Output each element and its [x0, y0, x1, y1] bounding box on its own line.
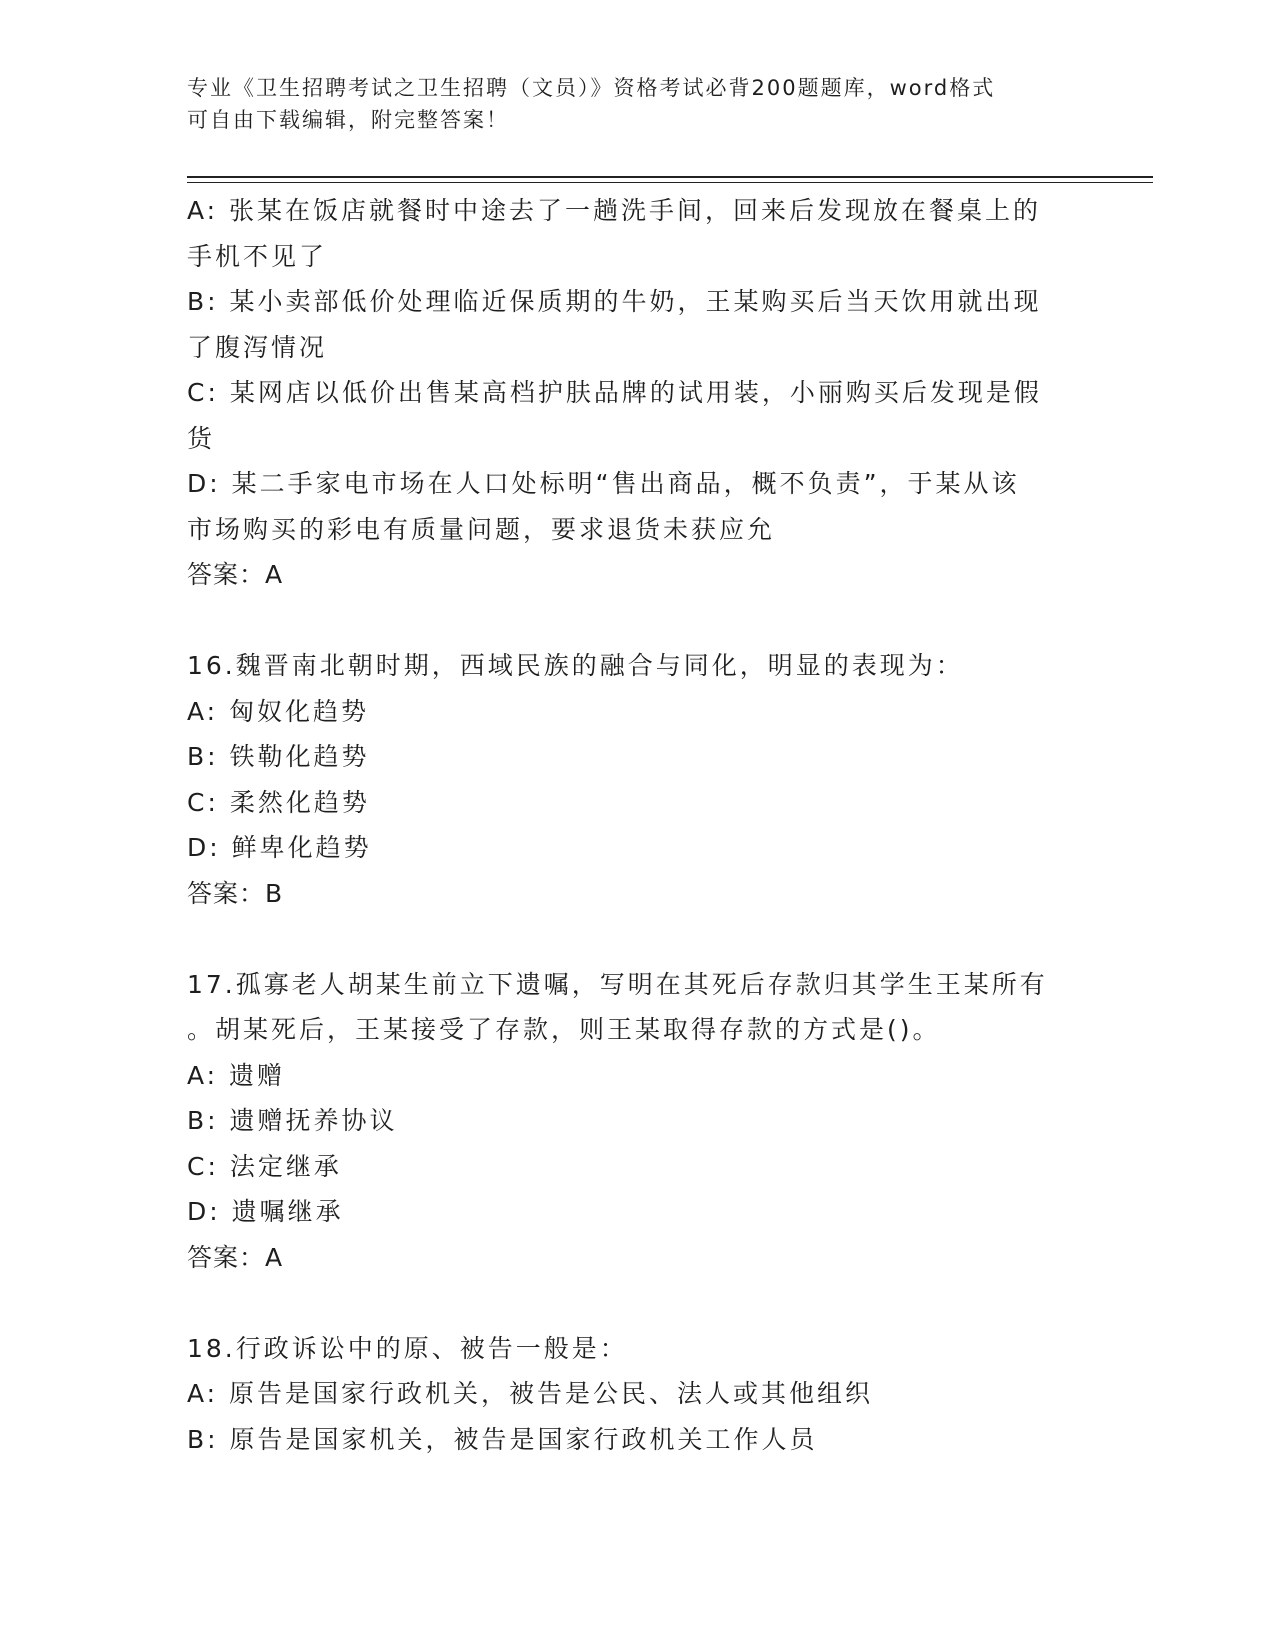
answer-line: 答案：A	[187, 560, 284, 589]
question-stem-line-2: 。胡某死后，王某接受了存款，则王某取得存款的方式是()。	[187, 1015, 941, 1044]
question-spacer	[187, 916, 1087, 962]
option-a-line-1: A: 张某在饭店就餐时中途去了一趟洗手间，回来后发现放在餐桌上的	[187, 196, 1042, 225]
option-c-line-1: C: 某网店以低价出售某高档护肤品牌的试用装，小丽购买后发现是假	[187, 378, 1042, 407]
option-c: C: 法定继承	[187, 1151, 342, 1181]
option-a-line-2: 手机不见了	[187, 241, 328, 271]
option-a: A: 原告是国家行政机关，被告是公民、法人或其他组织	[187, 1379, 874, 1408]
option-d: D: 遗嘱继承	[187, 1197, 344, 1226]
option-c-line-2: 货	[187, 423, 216, 453]
question-17	[187, 962, 1087, 1281]
header-title-line-1: 专业《卫生招聘考试之卫生招聘（文员）》资格考试必背200题题库，word格式	[187, 76, 996, 100]
header-title-line-2: 可自由下载编辑，附完整答案！	[187, 108, 509, 132]
page-header	[187, 72, 1067, 136]
question-stem: 16.魏晋南北朝时期，西域民族的融合与同化，明显的表现为：	[187, 651, 964, 680]
option-d-line-1: D: 某二手家电市场在人口处标明“售出商品，概不负责”，于某从该	[187, 469, 1020, 498]
question-spacer	[187, 598, 1087, 644]
option-b-line-1: B: 某小卖部低价处理临近保质期的牛奶，王某购买后当天饮用就出现	[187, 287, 1042, 316]
option-b: B: 遗赠抚养协议	[187, 1106, 398, 1135]
question-spacer	[187, 1280, 1087, 1326]
question-stem: 18.行政诉讼中的原、被告一般是：	[187, 1333, 628, 1363]
option-b: B: 铁勒化趋势	[187, 742, 370, 771]
option-d: D: 鲜卑化趋势	[187, 833, 372, 862]
header-divider-thick	[187, 176, 1153, 178]
option-b: B: 原告是国家机关，被告是国家行政机关工作人员	[187, 1424, 818, 1454]
answer-line: 答案：A	[187, 1242, 284, 1272]
question-16	[187, 643, 1087, 916]
option-c: C: 柔然化趋势	[187, 787, 370, 817]
option-d-line-2: 市场购买的彩电有质量问题，要求退货未获应允	[187, 514, 776, 544]
question-stem-line-1: 17.孤寡老人胡某生前立下遗嘱，写明在其死后存款归其学生王某所有	[187, 969, 1048, 999]
question-list	[187, 188, 1087, 1462]
option-a: A: 遗赠	[187, 1060, 286, 1090]
header-divider-thin	[187, 182, 1153, 183]
question-15-continued	[187, 188, 1087, 598]
option-a: A: 匈奴化趋势	[187, 696, 370, 726]
option-b-line-2: 了腹泻情况	[187, 332, 328, 362]
question-18	[187, 1326, 1087, 1463]
answer-line: 答案：B	[187, 878, 284, 908]
